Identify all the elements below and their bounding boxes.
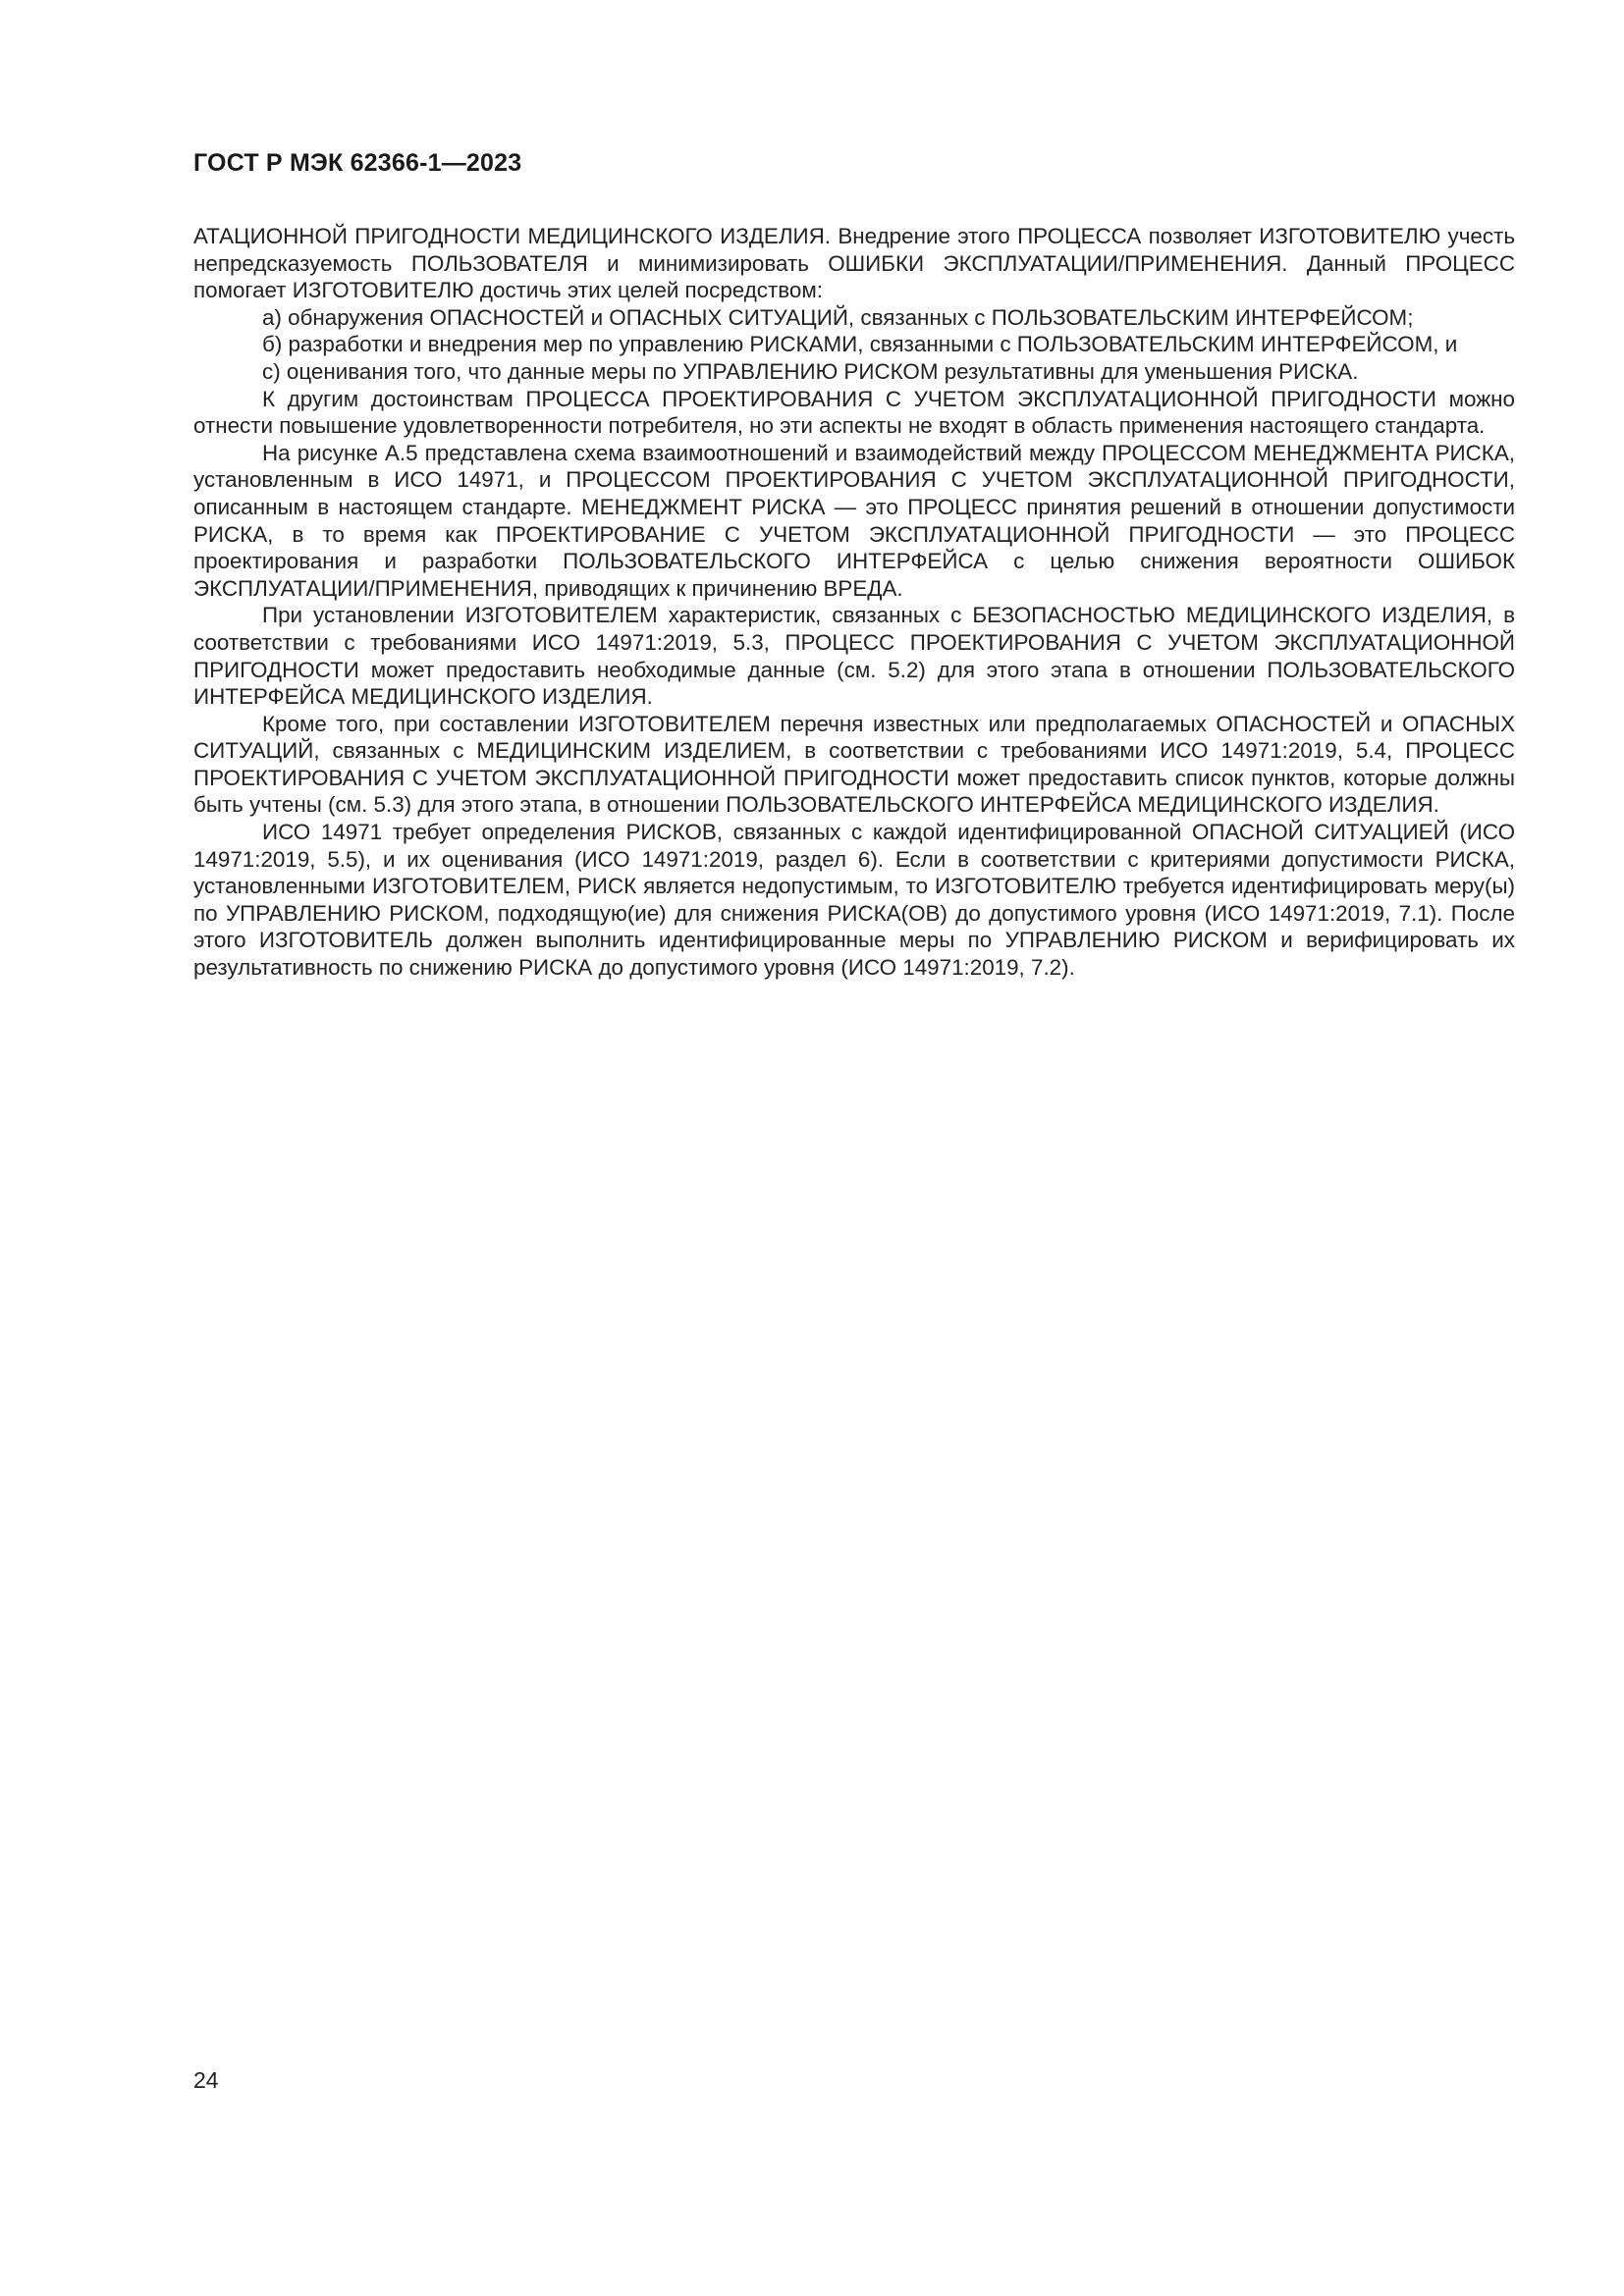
document-header: ГОСТ Р МЭК 62366-1—2023 [193, 149, 522, 177]
list-item-a: а) обнаружения ОПАСНОСТЕЙ и ОПАСНЫХ СИТУАЦИЙ, связанных с ПОЛЬЗОВАТЕЛЬСКИМ ИНТЕРФЕЙСОМ; [262, 304, 1414, 330]
paragraph: На рисунке А.5 представлена схема взаимоотношений и взаимодействий между ПРОЦЕССОМ МЕНЕДЖМЕНТА РИСКА, установленным в ИСО 14971, и ПРОЦЕССОМ ПРОЕКТИРОВАНИЯ С УЧЕТОМ ЭКСПЛУАТАЦИОННОЙ ПРИГОДНОСТИ, описанным в настоящем стандарте. МЕНЕДЖМЕНТ РИСКА — это ПРОЦЕСС принятия решений в отношении допустимости РИСКА, в то время как ПРОЕКТИРОВАНИЕ С УЧЕТОМ ЭКСПЛУАТАЦИОННОЙ ПРИГОДНОСТИ — это ПРОЦЕСС проектирования и разработки ПОЛЬЗОВАТЕЛЬСКОГО ИНТЕРФЕЙСА с целью снижения вероятности ОШИБОК ЭКСПЛУАТАЦИИ/ПРИМЕНЕНИЯ, приводящих к причинению ВРЕДА. [193, 440, 1515, 601]
paragraph: К другим достоинствам ПРОЦЕССА ПРОЕКТИРОВАНИЯ С УЧЕТОМ ЭКСПЛУАТАЦИОННОЙ ПРИГОДНОСТИ можно отнести повышение удовлетворенности потребителя, но эти аспекты не входят в область применения настоящего стандарта. [193, 386, 1515, 439]
paragraph: Кроме того, при составлении ИЗГОТОВИТЕЛЕМ перечня известных или предполагаемых ОПАСНОСТЕЙ и ОПАСНЫХ СИТУАЦИЙ, связанных с МЕДИЦИНСКИМ ИЗДЕЛИЕМ, в соответствии с требованиями ИСО 14971:2019, 5.4, ПРОЦЕСС ПРОЕКТИРОВАНИЯ С УЧЕТОМ ЭКСПЛУАТАЦИОННОЙ ПРИГОДНОСТИ может предоставить список пунктов, которые должны быть учтены (см. 5.3) для этого этапа, в отношении ПОЛЬЗОВАТЕЛЬСКОГО ИНТЕРФЕЙСА МЕДИЦИНСКОГО ИЗДЕЛИЯ. [193, 711, 1515, 818]
list-item-b: б) разработки и внедрения мер по управлению РИСКАМИ, связанными с ПОЛЬЗОВАТЕЛЬСКИМ ИНТЕРФЕЙСОМ, и [262, 332, 1458, 357]
paragraph: ИСО 14971 требует определения РИСКОВ, связанных с каждой идентифицированной ОПАСНОЙ СИТУАЦИЕЙ (ИСО 14971:2019, 5.5), и их оценивания (ИСО 14971:2019, раздел 6). Если в соответствии с критериями допустимости РИСКА, установленными ИЗГОТОВИТЕЛЕМ, РИСК является недопустимым, то ИЗГОТОВИТЕЛЮ требуется идентифицировать меру(ы) по УПРАВЛЕНИЮ РИСКОМ, подходящую(ие) для снижения РИСКА(ОВ) до допустимого уровня (ИСО 14971:2019, 7.1). После этого ИЗГОТОВИТЕЛЬ должен выполнить идентифицированные меры по УПРАВЛЕНИЮ РИСКОМ и верифицировать их результативность по снижению РИСКА до допустимого уровня (ИСО 14971:2019, 7.2). [193, 820, 1515, 981]
document-body [193, 223, 1515, 982]
list-item-c: с) оценивания того, что данные меры по УПРАВЛЕНИЮ РИСКОМ результативны для уменьшения РИСКА. [262, 358, 1359, 384]
page-number: 24 [193, 2067, 219, 2093]
paragraph-continuation: АТАЦИОННОЙ ПРИГОДНОСТИ МЕДИЦИНСКОГО ИЗДЕЛИЯ. Внедрение этого ПРОЦЕССА позволяет ИЗГОТОВИТЕЛЮ учесть непредсказуемость ПОЛЬЗОВАТЕЛЯ и минимизировать ОШИБКИ ЭКСПЛУАТАЦИИ/ПРИМЕНЕНИЯ. Данный ПРОЦЕСС помогает ИЗГОТОВИТЕЛЮ достичь этих целей посредством: [193, 224, 1515, 303]
paragraph: При установлении ИЗГОТОВИТЕЛЕМ характеристик, связанных с БЕЗОПАСНОСТЬЮ МЕДИЦИНСКОГО ИЗДЕЛИЯ, в соответствии с требованиями ИСО 14971:2019, 5.3, ПРОЦЕСС ПРОЕКТИРОВАНИЯ С УЧЕТОМ ЭКСПЛУАТАЦИОННОЙ ПРИГОДНОСТИ может предоставить необходимые данные (см. 5.2) для этого этапа в отношении ПОЛЬЗОВАТЕЛЬСКОГО ИНТЕРФЕЙСА МЕДИЦИНСКОГО ИЗДЕЛИЯ. [193, 603, 1515, 710]
